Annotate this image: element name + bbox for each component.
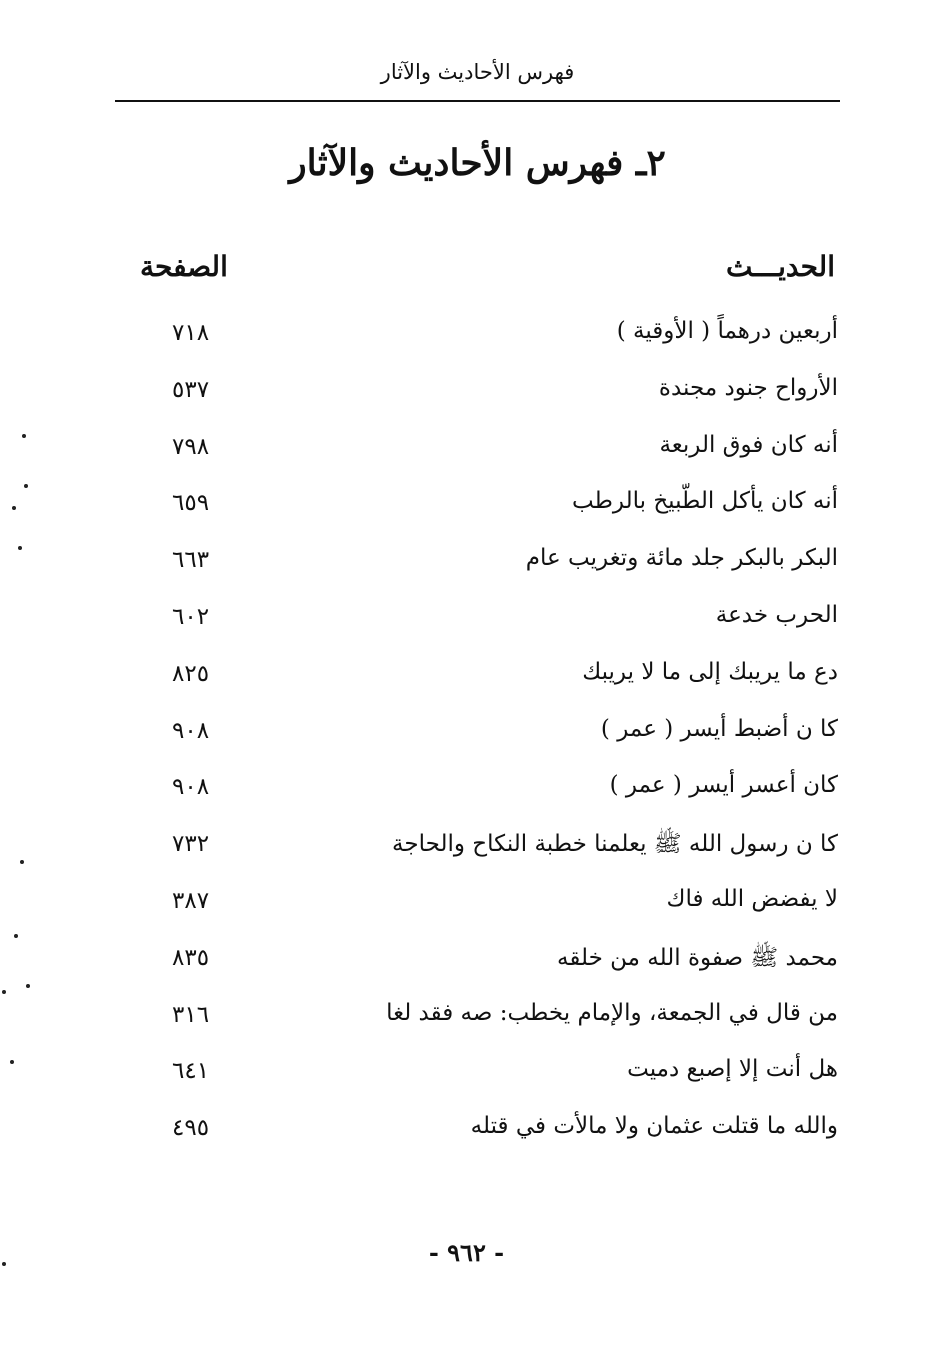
scan-speck xyxy=(2,990,6,994)
page-ref: ٧٩٨ xyxy=(172,433,210,460)
index-row xyxy=(120,1050,838,1107)
index-row xyxy=(120,426,838,483)
scan-speck xyxy=(10,1060,14,1064)
index-row xyxy=(120,482,838,539)
hadith-text: البكر بالبكر جلد مائة وتغريب عام xyxy=(525,545,838,572)
index-row xyxy=(120,823,838,880)
page-ref: ٦٦٣ xyxy=(172,547,210,574)
page-ref: ٦٤١ xyxy=(172,1058,210,1085)
hadith-text: من قال في الجمعة، والإمام يخطب: صه فقد لغا xyxy=(386,999,838,1026)
index-row xyxy=(120,937,838,994)
scan-speck xyxy=(22,434,26,438)
hadith-text: أنه كان يأكل الطّبيخ بالرطب xyxy=(572,488,838,515)
page-ref: ٩٠٨ xyxy=(172,774,210,801)
scan-speck xyxy=(14,934,18,938)
hadith-text: أربعين درهماً ( الأوقية ) xyxy=(616,318,838,344)
page-ref: ٣٨٧ xyxy=(172,887,210,914)
page-ref: ٧١٨ xyxy=(172,320,210,346)
index-row xyxy=(120,1107,838,1164)
index-row xyxy=(120,369,838,426)
index-row xyxy=(120,596,838,653)
page-ref: ٦٠٢ xyxy=(172,603,210,630)
hadith-text: الأرواح جنود مجندة xyxy=(658,374,838,401)
scan-speck xyxy=(20,860,24,864)
index-row xyxy=(120,653,838,710)
column-header-page: الصفحة xyxy=(140,250,228,283)
hadith-text: كا ن رسول الله ﷺ يعلمنا خطبة النكاح والحاجة xyxy=(392,831,838,858)
index-row xyxy=(120,312,838,369)
column-header-hadith: الحديـــث xyxy=(726,250,835,283)
hadith-text: الحرب خدعة xyxy=(715,601,838,628)
section-title: ٢ـ فهرس الأحاديث والآثار xyxy=(289,142,666,184)
scan-speck xyxy=(26,984,30,988)
page-number: - ٩٦٢ - xyxy=(428,1238,505,1267)
page-ref: ٩٠٨ xyxy=(172,717,210,744)
scan-speck xyxy=(12,506,16,510)
hadith-text: محمد ﷺ صفوة الله من خلقه xyxy=(557,944,838,971)
index-row xyxy=(120,539,838,596)
hadith-text: هل أنت إلا إصبع دميت xyxy=(627,1056,838,1083)
page-ref: ٥٣٧ xyxy=(172,376,210,403)
index-list xyxy=(120,312,838,1164)
scan-speck xyxy=(18,546,22,550)
page-ref: ٨٣٥ xyxy=(172,944,210,971)
index-row xyxy=(120,710,838,767)
scan-speck xyxy=(2,1262,6,1266)
page-ref: ٦٥٩ xyxy=(172,490,210,517)
hadith-text: والله ما قتلت عثمان ولا مالأت في قتله xyxy=(470,1113,838,1140)
page-ref: ٧٣٢ xyxy=(172,831,210,858)
hadith-text: دع ما يريبك إلى ما لا يريبك xyxy=(582,658,838,685)
index-row xyxy=(120,766,838,823)
hadith-text: كا ن أضبط أيسر ( عمر ) xyxy=(600,715,838,742)
index-row xyxy=(120,880,838,937)
running-head: فهرس الأحاديث والآثار xyxy=(380,60,575,84)
index-row xyxy=(120,994,838,1051)
page-ref: ٨٢٥ xyxy=(172,660,210,687)
hadith-text: لا يفضض الله فاك xyxy=(666,885,838,912)
scan-speck xyxy=(24,484,28,488)
header-rule xyxy=(115,100,840,102)
page-ref: ٣١٦ xyxy=(172,1001,210,1028)
page-ref: ٤٩٥ xyxy=(172,1115,210,1142)
hadith-text: كان أعسر أيسر ( عمر ) xyxy=(609,772,838,799)
hadith-text: أنه كان فوق الربعة xyxy=(659,431,838,458)
